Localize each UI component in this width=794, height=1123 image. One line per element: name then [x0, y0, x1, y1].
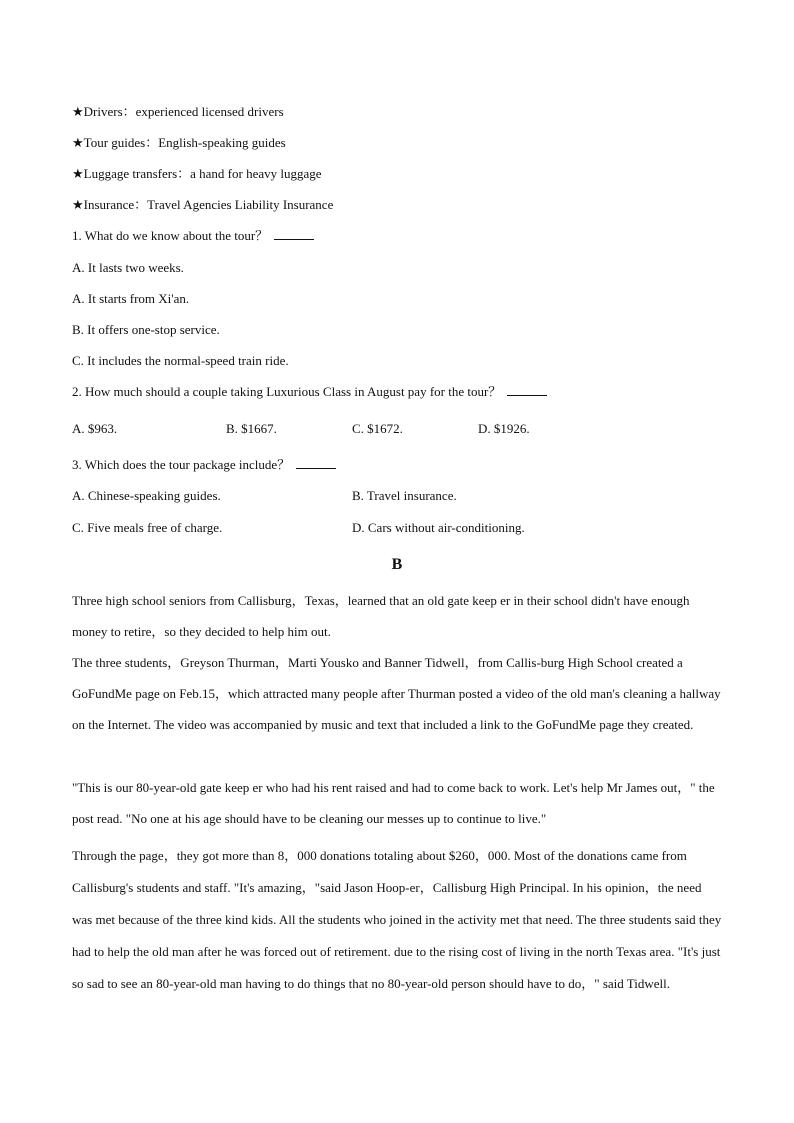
q3-option-c: C. Five meals free of charge.: [72, 520, 223, 535]
q2-option-d: D. $1926.: [478, 421, 530, 436]
q2-option-c: C. $1672.: [352, 421, 403, 436]
question-2-text: 2. How much should a couple taking Luxurious Class in August pay for the tour？: [72, 384, 502, 399]
q3-option-b: B. Travel insurance.: [352, 488, 457, 503]
service-tour-guides: ★Tour guides：English-speaking guides: [72, 135, 286, 150]
service-luggage: ★Luggage transfers：a hand for heavy luggage: [72, 166, 322, 181]
q1-option: B. It offers one-stop service.: [72, 322, 220, 337]
answer-blank: [296, 458, 336, 469]
q3-option-a: A. Chinese-speaking guides.: [72, 488, 221, 503]
paragraph-3: "This is our 80-year-old gate keep er who had his rent raised and had to come back to work. Let's help Mr James out，" the post read. "No one at his age should have to be cleaning our messes up to continue to live.": [72, 780, 715, 826]
question-2: [72, 384, 547, 400]
q2-option-a: A. $963.: [72, 421, 118, 436]
q2-option-b: B. $1667.: [226, 421, 277, 436]
paragraph-2: The three students，Greyson Thurman，Marti Yousko and Banner Tidwell，from Callis-burg High School created a GoFundMe page on Feb.15，which attracted many people after Thurman posted a video of the old man's cleaning a hallway on the Internet. The video was accompanied by music and text that included a link to the GoFundMe page they created.: [72, 655, 721, 732]
question-3: [72, 457, 336, 473]
service-drivers: ★Drivers：experienced licensed drivers: [72, 104, 284, 119]
service-insurance: ★Insurance：Travel Agencies Liability Insurance: [72, 197, 334, 212]
answer-blank: [274, 229, 314, 240]
q1-option: C. It includes the normal-speed train ride.: [72, 353, 289, 368]
question-1: [72, 228, 314, 244]
q1-option: A. It starts from Xi'an.: [72, 291, 190, 306]
q1-option: A. It lasts two weeks.: [72, 260, 184, 275]
q3-option-d: D. Cars without air-conditioning.: [352, 520, 525, 535]
paragraph-1: Three high school seniors from Callisburg，Texas，learned that an old gate keep er in their school didn't have enough money to retire，so they decided to help him out.: [72, 593, 690, 639]
section-heading: B: [391, 556, 403, 573]
paragraph-4: Through the page，they got more than 8，000 donations totaling about $260，000. Most of the donations came from Callisburg's students and staff. "It's amazing，"said Jason Hoop-er，Callisburg High Principal. In his opinion，the need was met because of the three kind kids. All the students who joined in the activity met that need. The three students said they had to help the old man after he was forced out of retirement. due to the rising cost of living in the north Texas area. "It's just so sad to see an 80-year-old man having to do things that no 80-year-old person should have to do，" said Tidwell.: [72, 848, 722, 991]
question-1-text: 1. What do we know about the tour？: [72, 228, 269, 243]
answer-blank: [507, 385, 547, 396]
question-3-text: 3. Which does the tour package include？: [72, 457, 291, 472]
